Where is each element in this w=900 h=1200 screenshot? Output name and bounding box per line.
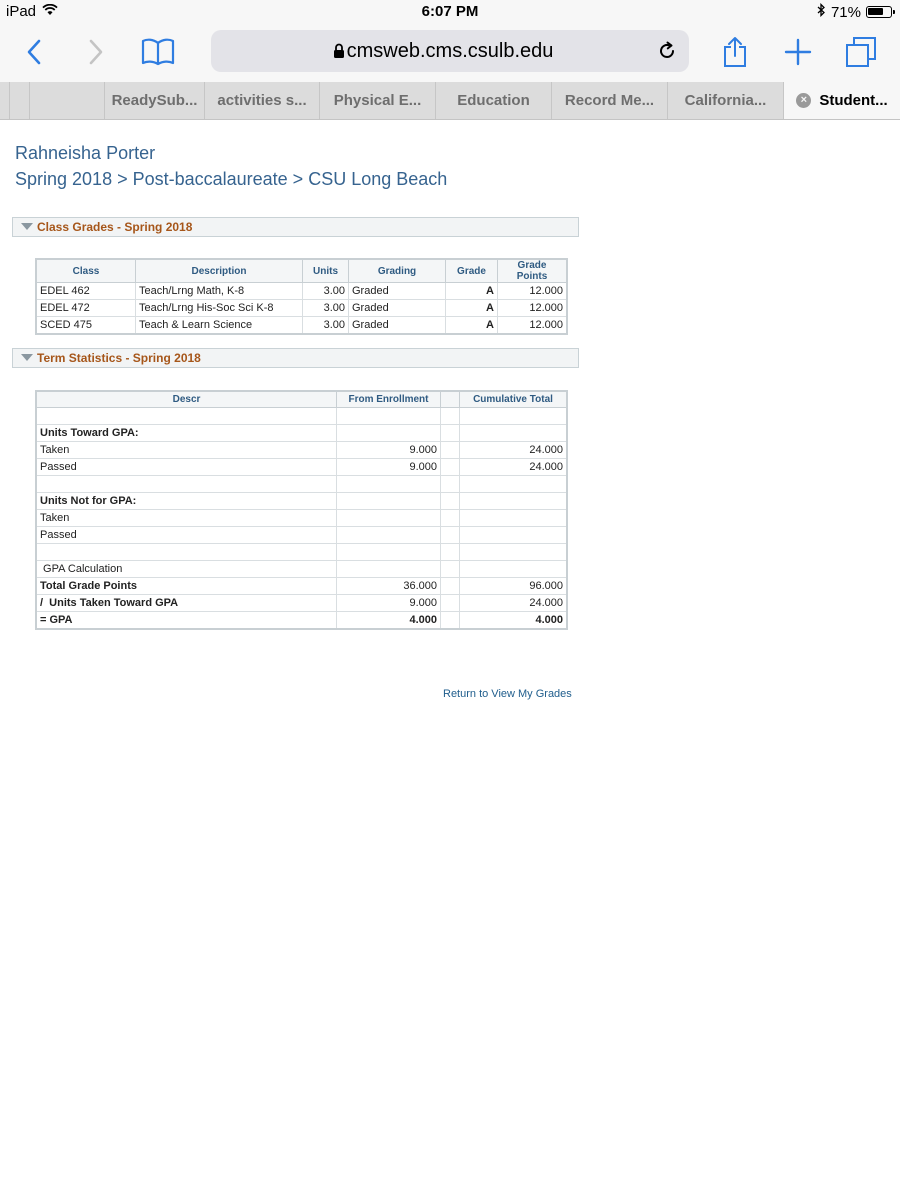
grade-cell: A [446,300,498,317]
reload-button[interactable] [653,37,681,65]
from-enrollment-cell: 9.000 [337,442,441,459]
descr-cell: Units Toward GPA: [36,425,337,442]
reload-icon [657,41,677,61]
spacer-cell [441,527,460,544]
term-statistics-table [35,390,568,630]
battery-percent: 71% [830,3,861,21]
bluetooth-icon [817,3,826,21]
url-host: cmsweb.cms.csulb.edu [346,40,554,62]
cumulative-total-cell [460,493,568,510]
table-row [36,459,567,476]
address-bar[interactable] [211,30,689,72]
from-enrollment-cell: 36.000 [337,578,441,595]
table-row [36,408,567,425]
device-label: iPad [6,3,37,20]
cumulative-total-cell [460,476,568,493]
class-cell: SCED 475 [36,317,136,335]
descr-cell: = GPA [36,612,337,630]
clock: 6:07 PM [421,3,479,20]
from-enrollment-cell [337,510,441,527]
class-cell: EDEL 472 [36,300,136,317]
book-icon [141,38,175,66]
cumulative-total-cell [460,527,568,544]
forward-button[interactable] [76,34,116,70]
table-row [36,317,567,335]
tab-physical-education[interactable]: Physical E... [320,82,436,119]
col-description: Description [136,259,303,283]
spacer-cell [441,425,460,442]
cumulative-total-cell [460,544,568,561]
table-row [36,578,567,595]
table-row [36,510,567,527]
units-cell: 3.00 [303,317,349,335]
spacer-cell [441,612,460,630]
tab-education[interactable]: Education [436,82,552,119]
spacer-cell [441,510,460,527]
grade-points-cell: 12.000 [498,283,568,300]
from-enrollment-cell: 9.000 [337,459,441,476]
tab-activities[interactable]: activities s... [205,82,320,119]
descr-cell: / Units Taken Toward GPA [36,595,337,612]
section-title: Term Statistics - Spring 2018 [37,351,201,365]
cumulative-total-cell [460,561,568,578]
table-row [36,300,567,317]
spacer-cell [441,408,460,425]
from-enrollment-cell: 9.000 [337,595,441,612]
tab-1[interactable] [0,82,10,119]
tab-3[interactable] [30,82,105,119]
spacer-cell [441,561,460,578]
battery-icon [866,6,892,18]
descr-cell: Total Grade Points [36,578,337,595]
student-name: Rahneisha Porter [15,143,156,163]
chevron-right-icon [88,39,104,65]
table-row [36,283,567,300]
descr-cell [36,476,337,493]
from-enrollment-cell [337,408,441,425]
term-statistics-header[interactable] [12,348,579,368]
new-tab-button[interactable] [778,34,818,70]
share-icon [722,36,748,68]
descr-cell: Passed [36,527,337,544]
col-from-enrollment: From Enrollment [337,391,441,408]
table-row [36,612,567,630]
from-enrollment-cell [337,544,441,561]
battery-fill [868,8,883,15]
col-cumulative-total: Cumulative Total [460,391,568,408]
plus-icon [784,38,812,66]
grade-cell: A [446,283,498,300]
tab-california[interactable]: California... [668,82,784,119]
tab-2[interactable] [10,82,30,119]
descr-cell: Units Not for GPA: [36,493,337,510]
return-to-grades-link[interactable]: Return to View My Grades [443,688,572,700]
table-row [36,425,567,442]
tab-readysub[interactable]: ReadySub... [105,82,205,119]
table-row [36,493,567,510]
table-row [36,476,567,493]
collapse-triangle-icon[interactable] [21,223,33,230]
class-cell: EDEL 462 [36,283,136,300]
table-row [36,527,567,544]
tabs-icon [845,36,877,68]
browser-toolbar [0,24,900,82]
cumulative-total-cell [460,510,568,527]
grade-cell: A [446,317,498,335]
descr-cell [36,544,337,561]
descr-cell: Taken [36,442,337,459]
close-tab-icon[interactable]: × [796,93,811,108]
from-enrollment-cell [337,493,441,510]
table-row [36,442,567,459]
col-class: Class [36,259,136,283]
cumulative-total-cell: 4.000 [460,612,568,630]
bookmarks-button[interactable] [138,34,178,70]
spacer-cell [441,476,460,493]
units-cell: 3.00 [303,300,349,317]
chevron-left-icon [26,39,42,65]
units-cell: 3.00 [303,283,349,300]
spacer-cell [441,578,460,595]
grading-cell: Graded [349,300,446,317]
descr-cell: Passed [36,459,337,476]
from-enrollment-cell: 4.000 [337,612,441,630]
table-header-row [36,391,567,408]
cumulative-total-cell: 24.000 [460,442,568,459]
table-row [36,544,567,561]
descr-cell [36,408,337,425]
descr-cell: GPA Calculation [36,561,337,578]
cumulative-total-cell [460,425,568,442]
class-grades-table [35,258,568,335]
collapse-triangle-icon[interactable] [21,354,33,361]
descr-cell: Taken [36,510,337,527]
grade-points-cell: 12.000 [498,317,568,335]
status-bar [0,0,900,24]
section-title: Class Grades - Spring 2018 [37,220,193,234]
description-cell: Teach & Learn Science [136,317,303,335]
table-row [36,595,567,612]
share-button[interactable] [715,34,755,70]
grade-points-cell: 12.000 [498,300,568,317]
col-grade-points: Grade Points [498,259,568,283]
spacer-cell [441,595,460,612]
table-row [36,561,567,578]
cumulative-total-cell: 24.000 [460,459,568,476]
tab-bar [0,82,900,120]
class-grades-header[interactable] [12,217,579,237]
spacer-cell [441,442,460,459]
cumulative-total-cell [460,408,568,425]
spacer-cell [441,493,460,510]
col-grading: Grading [349,259,446,283]
spacer-cell [441,459,460,476]
col-grade: Grade [446,259,498,283]
grading-cell: Graded [349,317,446,335]
col-descr: Descr [36,391,337,408]
spacer-cell [441,544,460,561]
description-cell: Teach/Lrng His-Soc Sci K-8 [136,300,303,317]
cumulative-total-cell: 24.000 [460,595,568,612]
tab-student-active[interactable]: × Student... [784,82,900,119]
from-enrollment-cell [337,561,441,578]
tab-record[interactable]: Record Me... [552,82,668,119]
back-button[interactable] [14,34,54,70]
table-header-row [36,259,567,283]
breadcrumb: Spring 2018 > Post-baccalaureate > CSU Long Beach [15,169,448,189]
cumulative-total-cell: 96.000 [460,578,568,595]
grading-cell: Graded [349,283,446,300]
from-enrollment-cell [337,527,441,544]
col-units: Units [303,259,349,283]
from-enrollment-cell [337,476,441,493]
from-enrollment-cell [337,425,441,442]
col-spacer [441,391,460,408]
tabs-overview-button[interactable] [841,34,881,70]
description-cell: Teach/Lrng Math, K-8 [136,283,303,300]
